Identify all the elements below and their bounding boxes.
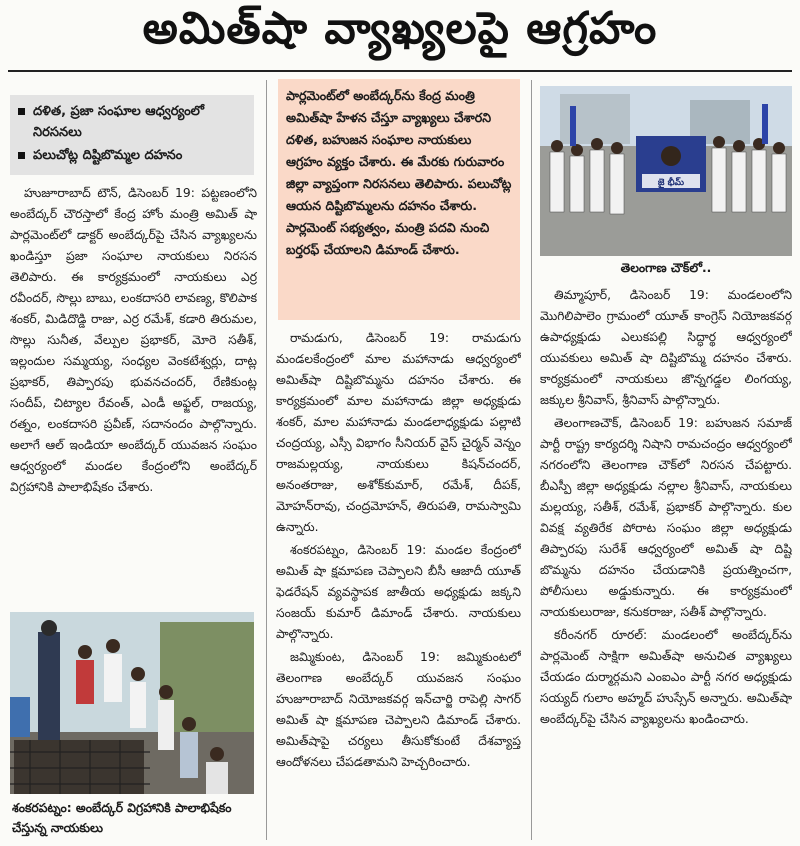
headline: అమిత్‌షా వ్యాఖ్యలపై ఆగ్రహం bbox=[142, 3, 658, 54]
photo-caption-top: తెలంగాణ చౌక్‌లో.. bbox=[620, 261, 712, 275]
highlight-text: పలుచోట్ల దిష్టిబొమ్మల దహనం bbox=[33, 148, 183, 163]
article-paragraph: జమ్మికుంట, డిసెంబర్ 19: జమ్మికుంటలో తెలంగాణ అంబేద్కర్ యువజన సంఘం హుజూరాబాద్ నియోజకవర్గ ఇన్‌చార్జి రాపెల్లి సాగర్ అమిత్ షా క్షమాపణ చెప్పాలని డిమాండ్ చేశారు. అమిత్‌షాపై చర్యలు తీసుకోకుంటే దేశవ్యాప్త ఆందోళనలు చేపడతామని హెచ్చరించారు. bbox=[276, 650, 521, 769]
column-divider bbox=[531, 80, 532, 840]
highlights-box bbox=[10, 95, 254, 175]
bullet-square-icon bbox=[18, 152, 25, 159]
protest-photo-telangana-chowk bbox=[540, 86, 792, 256]
article-column-3 bbox=[540, 285, 792, 842]
photo-caption-bottom: శంకరపట్నం: అంబేద్కర్ విగ్రహానికి పాలాభిషేకం చేస్తున్న నాయకులు bbox=[12, 801, 232, 835]
banner-text: జై భీమ్ bbox=[657, 178, 685, 188]
article-paragraph: తెలంగాణచౌక్, డిసెంబర్ 19: బహుజన సమాజ్ పార్టీ రాష్ట్ర కార్యదర్శి నిషాని రామచంద్రం ఆధ్వర్యంలో నగరంలోని తెలంగాణ చౌక్‌లో నిరసన చేపట్టారు. బీఎస్పీ జిల్లా అధ్యక్షుడు నల్లాల శ్రీనివాస్, నాయకులు మల్లయ్య, సతీశ్, రమేశ్, ప్రభాకర్ పాల్గొన్నారు. కుల వివక్ష వ్యతిరేక పోరాట సంఘం జిల్లా అధ్యక్షుడు తిప్పారపు సురేశ్ ఆధ్వర్యంలో అమిత్ షా దిష్టి బొమ్మను దహనం చేయడానికి ప్రయత్నించగా, పోలీసులు అడ్డుకున్నారు. ఈ కార్యక్రమంలో నాయకులురాజు, కనుకరాజు, సతీశ్ పాల్గొన్నారు. bbox=[540, 416, 792, 619]
highlight-text: దళిత, ప్రజా సంఘాల ఆధ్వర్యంలో నిరసనలు bbox=[33, 104, 205, 140]
article-paragraph: రామడుగు, డిసెంబర్ 19: రామడుగు మండలకేంద్రంలో మాల మహానాడు ఆధ్వర్యంలో అమిత్‌షా దిష్టిబొమ్మను దహనం చేశారు. ఈ కార్యక్రమంలో మాల మహానాడు జిల్లా అధ్యక్షుడు శంకర్, మాల మహానాడు మండలాధ్యక్షుడు పల్లాటి చంద్రయ్య, ఎస్సీ విభాగం సీనియర్ వైస్ చైర్మన్ వెన్నం రాజమల్లయ్య, నాయకులు కిషన్‌చందర్, అనంతరాజు, అశోక్‌కుమార్, రమేశ్, దీపక్, మోహన్‌రావు, చంద్రమోహన్, తిరుపతి, రామస్వామి ఉన్నారు. bbox=[276, 331, 521, 534]
article-column-1 bbox=[10, 183, 257, 608]
article-paragraph: హుజూరాబాద్ టౌన్, డిసెంబర్ 19: పట్టణంలోని అంబేద్కర్ చౌరస్తాలో కేంద్ర హోం మంత్రి అమిత్ షా పార్లమెంట్‌లో డాక్టర్ అంబేద్కర్‌పై చేసిన వ్యాఖ్యలను ఖండిస్తూ ప్రజా సంఘాల నాయకులు నిరసన తెలిపారు. ఈ కార్యక్రమంలో నాయకులు ఎర్ర రవీందర్, సొల్లు బాబు, లంకదాసరి లావణ్య, కొలిపాక శంకర్, మిడిదొడ్డి రాజు, ఎర్ర రమేశ్, కడారి తిరుమల, సొల్లు సునీత, వేల్పుల ప్రభాకర్, మోరె సతీశ్, ఇల్లందుల సమ్మయ్య, సంధ్యల వెంకటేశ్వర్లు, దాట్ల ప్రభాకర్, తిప్పారపు భువనచందర్, రేణికుంట్ల సందీప్, చిట్యాల రేవంత్, ఎండీ అఫ్జల్, రాజయ్య, రత్నం, లంకదాసరి ప్రవీణ్, సదానందం పాల్గొన్నారు. అలాగే ఆల్ ఇండియా అంబేద్కర్ యువజన సంఘం ఆధ్వర్యంలో మండల కేంద్రంలోని అంబేద్కర్ విగ్రహానికి పాలాభిషేకం చేశారు. bbox=[10, 186, 257, 494]
statue-photo-shankarapatnam bbox=[10, 612, 254, 794]
article-paragraph: కరీంనగర్ రూరల్: మండలంలో అంబేద్కర్‌ను పార్లమెంట్ సాక్షిగా అమిత్‌షా అనుచిత వ్యాఖ్యలు చేయడం దుర్మార్గమని ఎంఐఎం పార్టీ నగర అధ్యక్షుడు సయ్యద్ గులాం అహ్మద్ హుస్సేన్ అన్నారు. అమిత్‌షా అంబేద్కర్‌పై చేసిన వ్యాఖ్యలను ఖండించారు. bbox=[540, 628, 792, 726]
statue-photo-illustration bbox=[10, 612, 254, 794]
column-divider bbox=[266, 80, 267, 840]
headline-rule bbox=[8, 70, 792, 72]
bullet-square-icon bbox=[18, 108, 25, 115]
highlight-item bbox=[16, 101, 248, 143]
article-paragraph: శంకరపట్నం, డిసెంబర్ 19: మండల కేంద్రంలో అమిత్ షా క్షమాపణ చెప్పాలని బీసీ ఆజాదీ యూత్ ఫెడరేషన్ వ్యవస్థాపక జాతీయ అధ్యక్షుడు జక్కని సంజయ్ కుమార్ డిమాండ్ చేశారు. నాయకులు పాల్గొన్నారు. bbox=[276, 543, 521, 641]
article-paragraph: తిమ్మాపూర్, డిసెంబర్ 19: మండలంలోని మొగిలిపాలెం గ్రామంలో యూత్ కాంగ్రెస్ నియోజకవర్గ ఉపాధ్యక్షుడు ఎలుకపల్లి సిద్ధార్థ ఆధ్వర్యంలో యువకులు అమిత్ షా దిష్టిబొమ్మ దహనం చేశారు. కార్యక్రమంలో నాయకులు జొన్నగడ్డల లింగయ్య, జక్కుల శ్రీనివాస్, శ్రీనివాస్ పాల్గొన్నారు. bbox=[540, 288, 792, 407]
article-column-2 bbox=[276, 328, 521, 842]
highlight-item bbox=[16, 145, 248, 166]
summary-box: పార్లమెంట్‌లో అంబేద్కర్‌ను కేంద్ర మంత్రి అమిత్‌షా హేళన చేస్తూ వ్యాఖ్యలు చేశారని దళిత, బహుజన సంఘాల నాయకులు ఆగ్రహం వ్యక్తం చేశారు. ఈ మేరకు గురువారం జిల్లా వ్యాప్తంగా నిరసనలు తెలిపారు. పలుచోట్ల ఆయన దిష్టిబొమ్మలను దహనం చేశారు. పార్లమెంట్ సభ్యత్వం, మంత్రి పదవి నుంచి బర్తరఫ్ చేయాలని డిమాండ్ చేశారు. bbox=[278, 79, 520, 320]
protest-photo-illustration bbox=[540, 86, 792, 256]
